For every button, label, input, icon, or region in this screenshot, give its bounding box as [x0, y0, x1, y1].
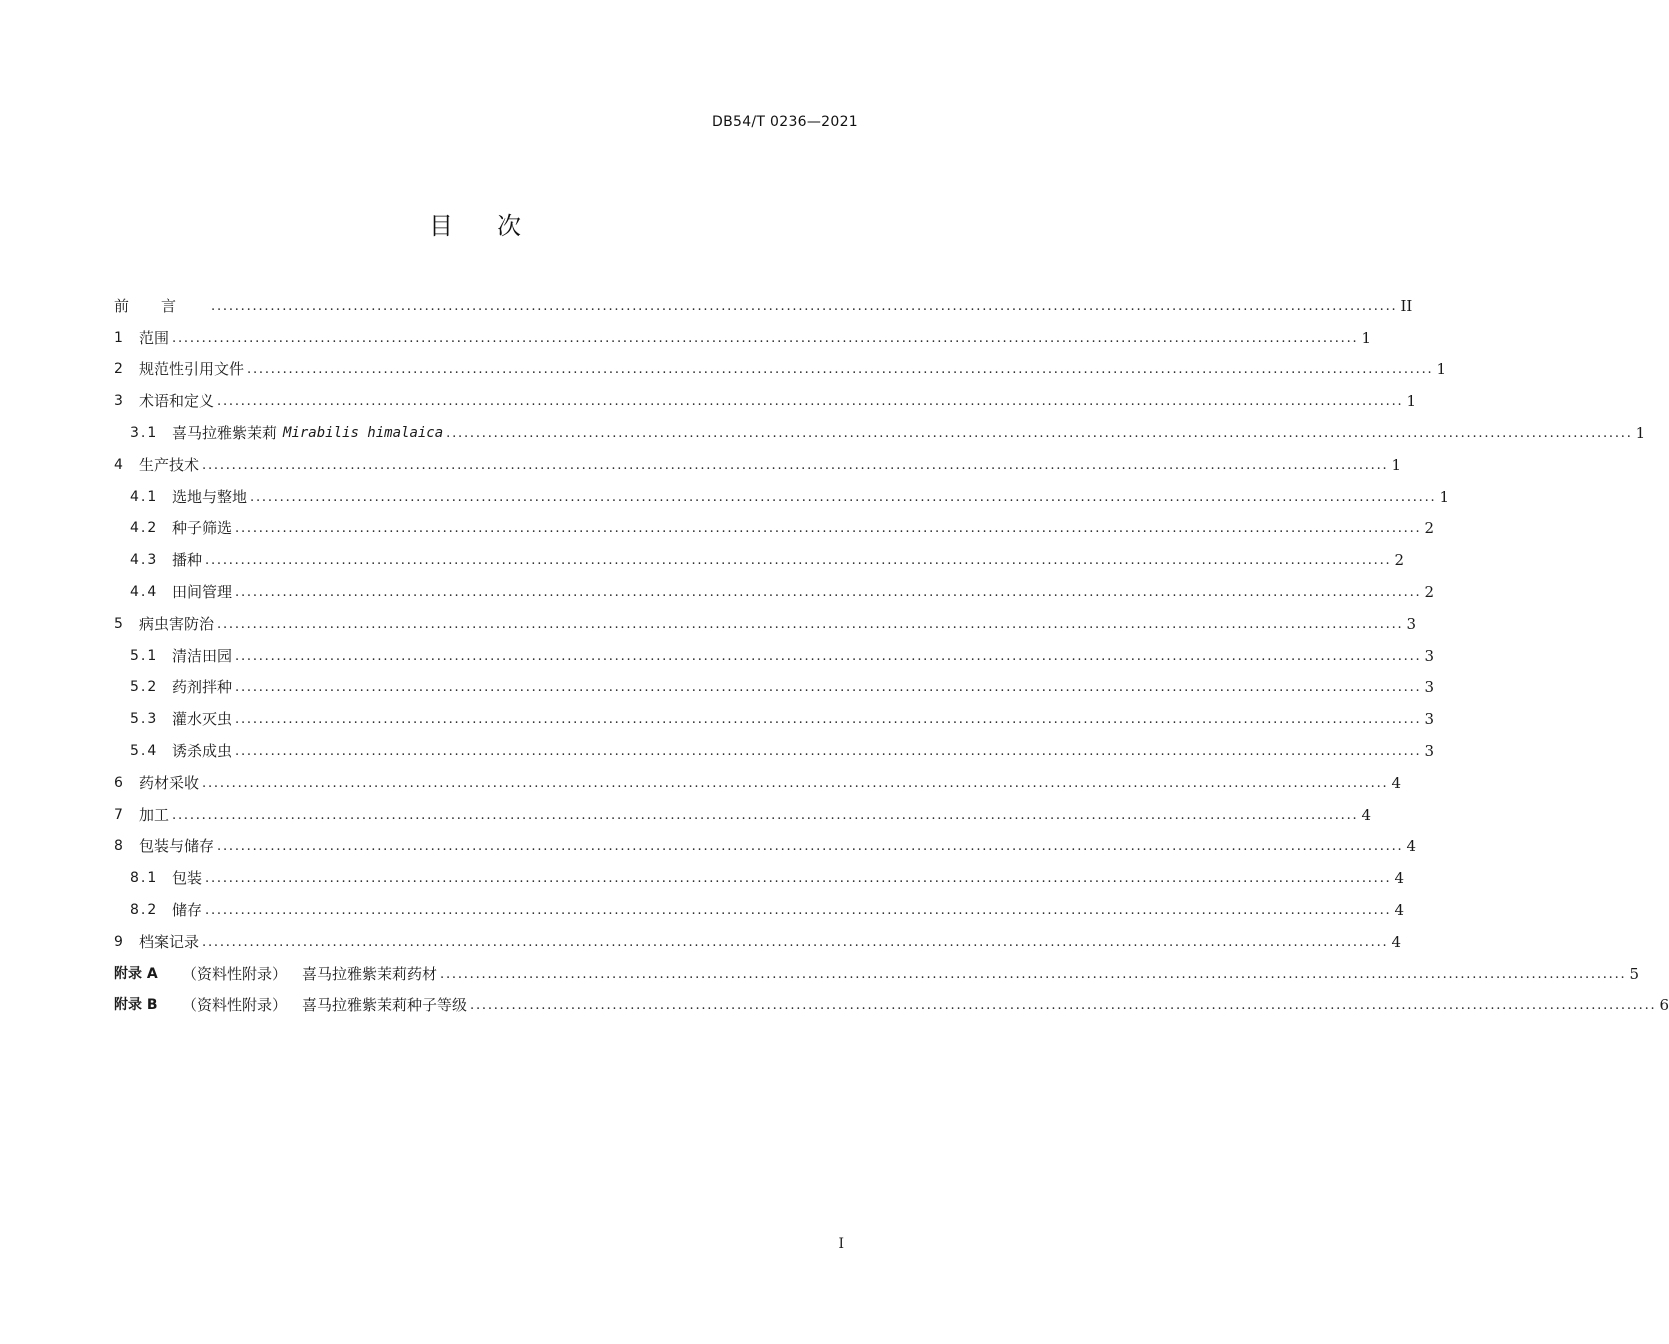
- toc-entry-number: 8: [114, 838, 123, 855]
- toc-entry-label: 术语和定义: [139, 392, 215, 411]
- toc-entry-page: 3: [1424, 646, 1435, 665]
- toc-entry[interactable]: [114, 449, 1402, 481]
- toc-leader-dots: ........................................................................................................................................................................................................: [235, 585, 1422, 601]
- toc-leader-dots: ........................................................................................................................................................................................................: [211, 298, 1398, 314]
- toc-annex-entry[interactable]: [114, 958, 1640, 990]
- toc-entry-label: 包装: [172, 869, 203, 888]
- toc-entry-page: 2: [1394, 551, 1405, 570]
- toc-leader-dots: ........................................................................................................................................................................................................: [235, 712, 1422, 728]
- toc-entry-number: 5: [114, 615, 123, 632]
- toc-entry-label: 包装与储存: [139, 837, 215, 856]
- toc-entry-number: 5.3: [130, 711, 159, 728]
- document-code: DB54/T 0236—2021: [712, 114, 858, 130]
- toc-entry-number: 4.2: [130, 520, 159, 537]
- toc-entry-page: 1: [1436, 360, 1447, 379]
- toc-leader-dots: ........................................................................................................................................................................................................: [172, 807, 1359, 823]
- page-title: 目次: [429, 212, 565, 240]
- toc-entry-label: 播种: [172, 551, 203, 570]
- toc-entry-label: 生产技术: [139, 455, 200, 474]
- table-of-contents: [114, 290, 1669, 1021]
- toc-annex-number: 附录 B: [114, 997, 158, 1014]
- toc-entry-label: 喜马拉雅紫茉莉种子等级: [302, 996, 468, 1015]
- toc-leader-dots: ........................................................................................................................................................................................................: [202, 775, 1389, 791]
- toc-entry-label: 规范性引用文件: [139, 360, 245, 379]
- toc-entry-label: 范围: [139, 328, 170, 347]
- toc-entry-page: 3: [1424, 742, 1435, 761]
- toc-entry-number: 7: [114, 806, 123, 823]
- toc-entry[interactable]: [114, 354, 1447, 386]
- toc-entry-number: 5.1: [130, 647, 159, 664]
- toc-entry-label: 药剂拌种: [172, 678, 233, 697]
- toc-entry-label: 田间管理: [172, 583, 233, 602]
- toc-entry-number: 3.1: [130, 425, 159, 442]
- toc-entry-number: 4.3: [130, 552, 159, 569]
- toc-leader-dots: ........................................................................................................................................................................................................: [217, 394, 1404, 410]
- toc-entry[interactable]: [114, 481, 1450, 513]
- toc-leader-dots: ........................................................................................................................................................................................................: [217, 616, 1404, 632]
- toc-entry-label: 诱杀成虫: [172, 742, 233, 761]
- toc-leader-dots: ........................................................................................................................................................................................................: [205, 553, 1392, 569]
- toc-leader-dots: ........................................................................................................................................................................................................: [202, 457, 1389, 473]
- toc-entry-page: 4: [1391, 932, 1402, 951]
- toc-entry-label: 病虫害防治: [139, 614, 215, 633]
- toc-leader-dots: ........................................................................................................................................................................................................: [205, 903, 1392, 919]
- toc-entry-page: 4: [1391, 773, 1402, 792]
- toc-entry-label: 喜马拉雅紫茉莉药材: [302, 964, 438, 983]
- toc-entry-label: 加工: [139, 805, 170, 824]
- toc-entry-number: 5.2: [130, 679, 159, 696]
- toc-entry-number: 4.4: [130, 584, 159, 601]
- toc-entry-number: 4: [114, 456, 123, 473]
- toc-entry-label: 灌水灭虫: [172, 710, 233, 729]
- toc-entry[interactable]: [114, 640, 1435, 672]
- toc-entry[interactable]: [114, 417, 1646, 449]
- toc-leader-dots: ........................................................................................................................................................................................................: [172, 330, 1359, 346]
- toc-entry[interactable]: [114, 735, 1435, 767]
- toc-leader-dots: ........................................................................................................................................................................................................: [235, 680, 1422, 696]
- toc-entry-number: 4.1: [130, 488, 159, 505]
- toc-leader-dots: ........................................................................................................................................................................................................: [250, 489, 1437, 505]
- toc-leader-dots: ........................................................................................................................................................................................................: [247, 362, 1434, 378]
- toc-entry[interactable]: [114, 290, 1413, 322]
- toc-entry[interactable]: [114, 703, 1435, 735]
- toc-entry-page: 3: [1406, 614, 1417, 633]
- toc-entry-page: 2: [1424, 583, 1435, 602]
- toc-entry[interactable]: [114, 513, 1435, 545]
- toc-entry-label: 清洁田园: [172, 646, 233, 665]
- toc-entry-number: 3: [114, 393, 123, 410]
- toc-leader-dots: ........................................................................................................................................................................................................: [440, 966, 1627, 982]
- toc-entry-label: 前言: [114, 296, 209, 315]
- toc-entry-page: 4: [1394, 901, 1405, 920]
- toc-entry-page: 3: [1424, 710, 1435, 729]
- toc-entry[interactable]: [114, 544, 1405, 576]
- toc-leader-dots: ........................................................................................................................................................................................................: [446, 426, 1633, 442]
- toc-entry-number: 2: [114, 361, 123, 378]
- toc-annex-entry[interactable]: [114, 990, 1669, 1022]
- toc-entry[interactable]: [114, 767, 1402, 799]
- toc-entry[interactable]: [114, 862, 1405, 894]
- toc-entry-label: 档案记录: [139, 932, 200, 951]
- toc-entry-label: 种子筛选: [172, 519, 233, 538]
- page-number: I: [838, 1236, 844, 1252]
- toc-leader-dots: ........................................................................................................................................................................................................: [470, 998, 1657, 1014]
- toc-entry-page: 5: [1629, 964, 1640, 983]
- toc-entry[interactable]: [114, 608, 1417, 640]
- toc-entry-page: 6: [1659, 996, 1669, 1015]
- toc-entry[interactable]: [114, 672, 1435, 704]
- toc-entry-page: 4: [1361, 805, 1372, 824]
- toc-entry-number: 5.4: [130, 743, 159, 760]
- toc-entry-page: II: [1400, 296, 1413, 315]
- toc-entry-page: 3: [1424, 678, 1435, 697]
- toc-entry-page: 1: [1439, 487, 1450, 506]
- toc-entry-number: 6: [114, 774, 123, 791]
- toc-entry-label: 喜马拉雅紫茉莉: [172, 424, 278, 443]
- toc-entry[interactable]: [114, 831, 1417, 863]
- toc-entry-label: 选地与整地: [172, 487, 248, 506]
- toc-entry-page: 1: [1361, 328, 1372, 347]
- toc-leader-dots: ........................................................................................................................................................................................................: [205, 871, 1392, 887]
- toc-entry-label: 储存: [172, 901, 203, 920]
- toc-leader-dots: ........................................................................................................................................................................................................: [235, 521, 1422, 537]
- toc-entry-page: 2: [1424, 519, 1435, 538]
- toc-entry[interactable]: [114, 322, 1372, 354]
- toc-entry-number: 1: [114, 329, 123, 346]
- toc-entry[interactable]: [114, 894, 1405, 926]
- toc-entry[interactable]: [114, 385, 1417, 417]
- toc-entry[interactable]: [114, 576, 1435, 608]
- toc-entry[interactable]: [114, 799, 1372, 831]
- toc-entry-page: 4: [1394, 869, 1405, 888]
- toc-entry[interactable]: [114, 926, 1402, 958]
- toc-entry-number: 8.2: [130, 902, 159, 919]
- toc-entry-number: 8.1: [130, 870, 159, 887]
- toc-annex-number: 附录 A: [114, 965, 158, 982]
- toc-leader-dots: ........................................................................................................................................................................................................: [202, 934, 1389, 950]
- toc-leader-dots: ........................................................................................................................................................................................................: [235, 648, 1422, 664]
- toc-leader-dots: ........................................................................................................................................................................................................: [217, 839, 1404, 855]
- toc-entry-page: 4: [1406, 837, 1417, 856]
- toc-entry-page: 1: [1635, 424, 1646, 443]
- toc-entry-number: 9: [114, 933, 123, 950]
- toc-entry-page: 1: [1391, 455, 1402, 474]
- toc-annex-type: （资料性附录）: [182, 996, 288, 1015]
- toc-annex-type: （资料性附录）: [182, 964, 288, 983]
- toc-leader-dots: ........................................................................................................................................................................................................: [235, 744, 1422, 760]
- toc-entry-page: 1: [1406, 392, 1417, 411]
- toc-entry-scientific-name: Mirabilis himalaica: [283, 425, 444, 442]
- toc-entry-label: 药材采收: [139, 773, 200, 792]
